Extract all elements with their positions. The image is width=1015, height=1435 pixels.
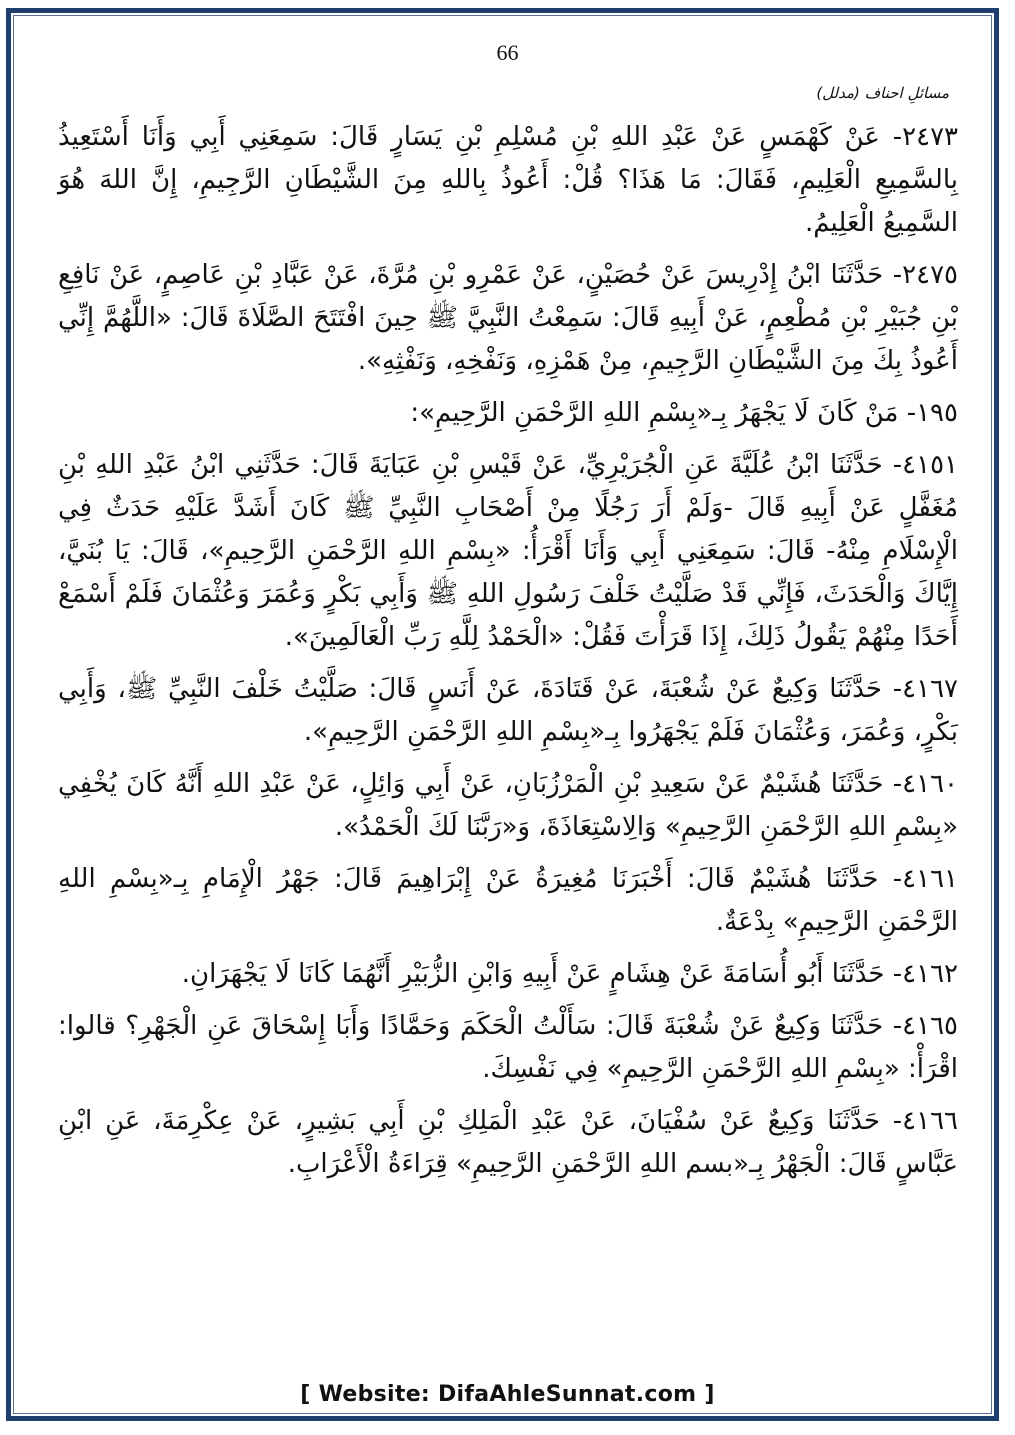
chapter-heading-195: ١٩٥- مَنْ كَانَ لَا يَجْهَرُ بِـ«بِسْمِ اللهِ الرَّحْمَنِ الرَّحِيمِ»: (410, 398, 958, 428)
hadith-4167: ٤١٦٧- حَدَّثَنَا وَكِيعٌ عَنْ شُعْبَةَ، عَنْ قَتَادَةَ، عَنْ أَنَسٍ قَالَ: صَلَّيْتُ خَلْفَ النَّبِيِّ ﷺ، وَأَبِي بَكْرٍ، وَعُمَرَ، وَعُثْمَانَ فَلَمْ يَجْهَرُوا بِـ«بِسْمِ اللهِ الرَّحْمَنِ الرَّحِيمِ». (58, 674, 958, 747)
hadith-4151: ٤١٥١- حَدَّثَنَا ابْنُ عُلَيَّةَ عَنِ الْجُرَيْرِيِّ، عَنْ قَيْسِ بْنِ عَبَايَةَ قَالَ: حَدَّثَنِي ابْنُ عَبْدِ اللهِ بْنِ مُغَفَّلٍ عَنْ أَبِيهِ قَالَ -وَلَمْ أَرَ رَجُلًا مِنْ أَصْحَابِ النَّبِيِّ ﷺ كَانَ أَشَدَّ عَلَيْهِ حَدَثٌ فِي الْإِسْلَامِ مِنْهُ- قَالَ: سَمِعَنِي أَبِي وَأَنَا أَقْرَأُ: «بِسْمِ اللهِ الرَّحْمَنِ الرَّحِيمِ»، قَالَ: يَا بُنَيَّ، إِيَّاكَ وَالْحَدَثَ، فَإِنِّي قَدْ صَلَّيْتُ خَلْفَ رَسُولِ اللهِ ﷺ وَأَبِي بَكْرٍ وَعُمَرَ وَعُثْمَانَ فَلَمْ أَسْمَعْ أَحَدًا مِنْهُمْ يَقُولُ ذَلِكَ، إِذَا قَرَأْتَ فَقُلْ: «الْحَمْدُ لِلَّهِ رَبِّ الْعَالَمِينَ». (58, 450, 958, 652)
running-head: مسائلِ احناف (مدلل) (816, 84, 949, 102)
hadith-2473: ٢٤٧٣- عَنْ كَهْمَسٍ عَنْ عَبْدِ اللهِ بْنِ مُسْلِمِ بْنِ يَسَارٍ قَالَ: سَمِعَنِي أَبِي وَأَنَا أَسْتَعِيذُ بِالسَّمِيعِ الْعَلِيمِ، فَقَالَ: مَا هَذَا؟ قُلْ: أَعُوذُ بِاللهِ مِنَ الشَّيْطَانِ الرَّجِيمِ، إِنَّ اللهَ هُوَ السَّمِيعُ الْعَلِيمُ. (58, 122, 958, 238)
page-number: 66 (496, 40, 519, 65)
hadith-4161: ٤١٦١- حَدَّثَنَا هُشَيْمٌ قَالَ: أَخْبَرَنَا مُغِيرَةُ عَنْ إِبْرَاهِيمَ قَالَ: جَهْرُ الْإِمَامِ بِـ«بِسْمِ اللهِ الرَّحْمَنِ الرَّحِيمِ» بِدْعَةٌ. (58, 864, 958, 937)
website-footer: [ Website: DifaAhleSunnat.com ] (300, 1382, 715, 1407)
page-body (58, 116, 958, 1195)
hadith-4160: ٤١٦٠- حَدَّثَنَا هُشَيْمٌ عَنْ سَعِيدِ بْنِ الْمَرْزُبَانِ، عَنْ أَبِي وَائِلٍ، عَنْ عَبْدِ اللهِ أَنَّهُ كَانَ يُخْفِي «بِسْمِ اللهِ الرَّحْمَنِ الرَّحِيمِ» وَالِاسْتِعَاذَةَ، وَ«رَبَّنَا لَكَ الْحَمْدُ». (58, 769, 958, 842)
hadith-4165: ٤١٦٥- حَدَّثَنَا وَكِيعٌ عَنْ شُعْبَةَ قَالَ: سَأَلْتُ الْحَكَمَ وَحَمَّادًا وَأَبَا إِسْحَاقَ عَنِ الْجَهْرِ؟ قالوا: اقْرَأْ: «بِسْمِ اللهِ الرَّحْمَنِ الرَّحِيمِ» فِي نَفْسِكَ. (58, 1011, 958, 1084)
hadith-2475: ٢٤٧٥- حَدَّثَنَا ابْنُ إِدْرِيسَ عَنْ حُصَيْنٍ، عَنْ عَمْرِو بْنِ مُرَّةَ، عَنْ عَبَّادِ بْنِ عَاصِمٍ، عَنْ نَافِعِ بْنِ جُبَيْرِ بْنِ مُطْعِمٍ، عَنْ أَبِيهِ قَالَ: سَمِعْتُ النَّبِيَّ ﷺ حِينَ افْتَتَحَ الصَّلَاةَ قَالَ: «اللَّهُمَّ إِنِّي أَعُوذُ بِكَ مِنَ الشَّيْطَانِ الرَّجِيمِ، مِنْ هَمْزِهِ، وَنَفْخِهِ، وَنَفْثِهِ». (58, 260, 958, 376)
hadith-4162: ٤١٦٢- حَدَّثَنَا أَبُو أُسَامَةَ عَنْ هِشَامٍ عَنْ أَبِيهِ وَابْنِ الزُّبَيْرِ أَنَّهُمَا كَانَا لَا يَجْهَرَانِ. (181, 959, 958, 989)
hadith-4166: ٤١٦٦- حَدَّثَنَا وَكِيعٌ عَنْ سُفْيَانَ، عَنْ عَبْدِ الْمَلِكِ بْنِ أَبِي بَشِيرٍ، عَنْ عِكْرِمَةَ، عَنِ ابْنِ عَبَّاسٍ قَالَ: الْجَهْرُ بِـ«بسم اللهِ الرَّحْمَنِ الرَّحِيمِ» قِرَاءَةُ الْأَعْرَابِ. (58, 1106, 958, 1179)
